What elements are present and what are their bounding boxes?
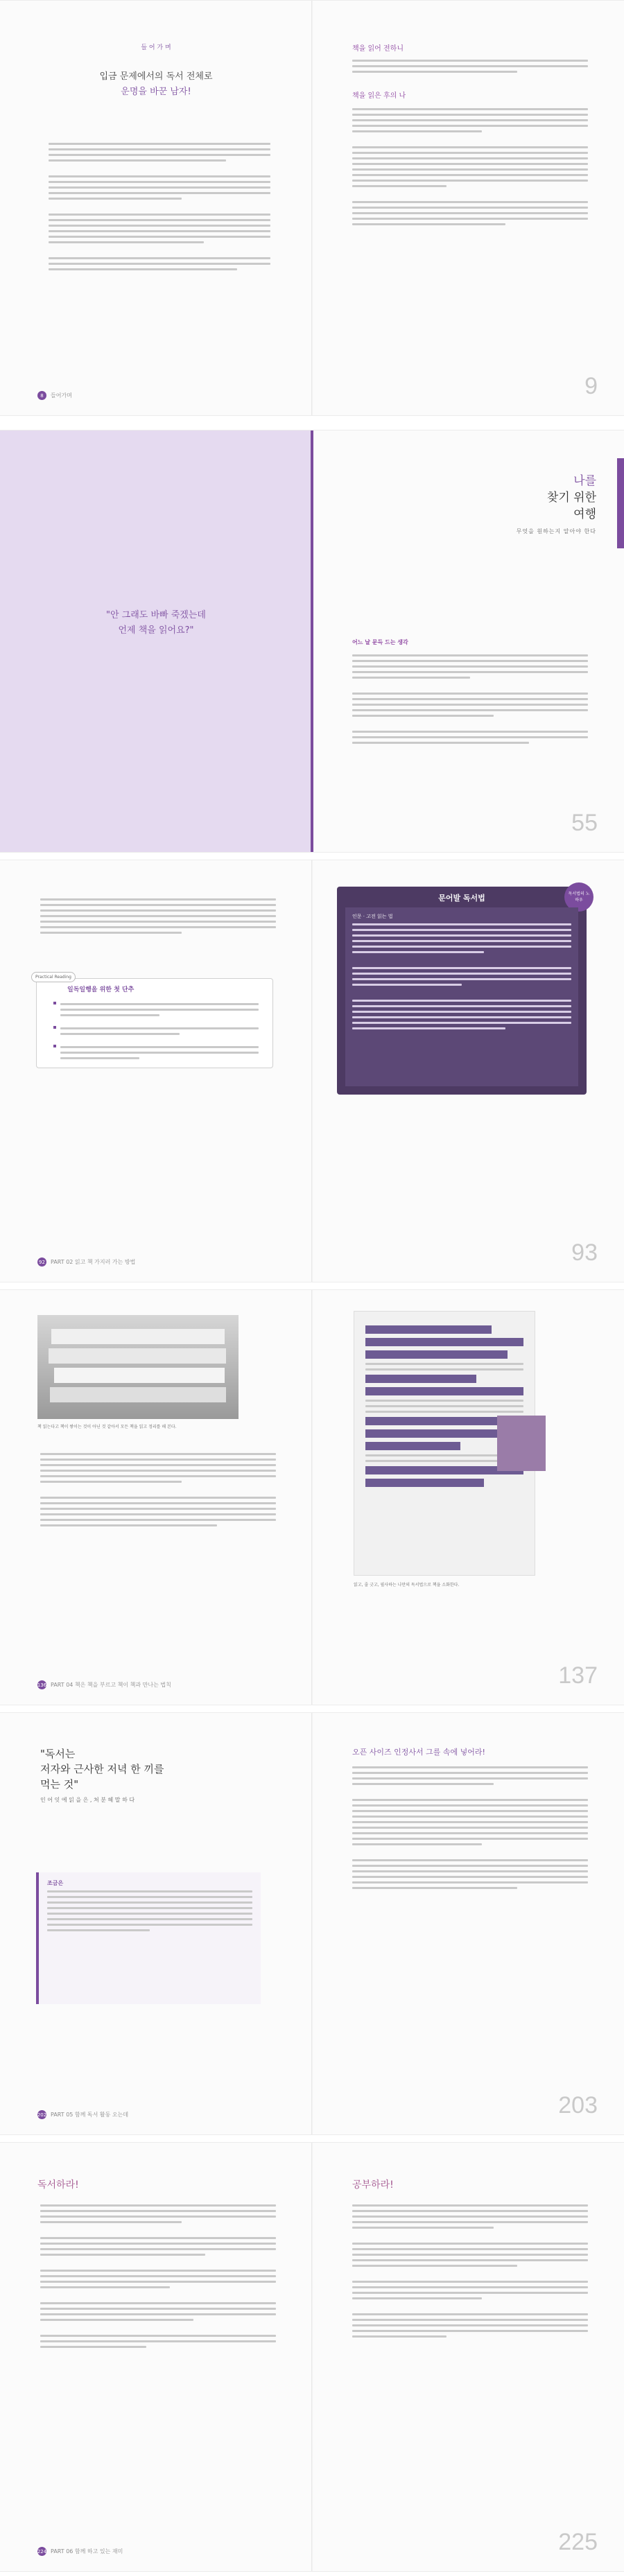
page-number-badge: 8: [37, 391, 46, 400]
practical-box: [35, 975, 273, 1068]
body-text: [352, 2201, 588, 2341]
spread-2: [0, 430, 624, 853]
spread-1: [0, 0, 624, 416]
spread-4: [0, 1289, 624, 1705]
chapter-quote-2: 저자와 근사한 저녁 한 끼를: [40, 1763, 164, 1775]
spread-6: [0, 2142, 624, 2572]
photo-caption: 읽고, 줄 긋고, 필사하는 나만의 독서법으로 책을 소화한다.: [354, 1583, 460, 1587]
page-number: 55: [571, 810, 598, 836]
book-stack-photo: [37, 1315, 239, 1419]
quote-subtitle: 인 어 잇 에 읽 을 은 , 쳐 분 헤 말 하 다: [40, 1797, 135, 1803]
page-number-badge: 202: [37, 2110, 46, 2119]
page-224: [0, 2143, 312, 2571]
body-text: [352, 651, 588, 747]
page-203: [312, 1713, 624, 2134]
footer-label: PART 04 책은 책을 부르고 책이 책과 만나는 법칙: [51, 1682, 171, 1688]
photo-caption: 책 읽는다고 책이 쌓이는 것이 아닌 것 같아서 모든 책을 읽고 정리를 해 본다.: [37, 1425, 177, 1429]
footer-label: PART 05 함께 독서 활동 오는데: [51, 2112, 129, 2118]
chapter-title-3: 여행: [573, 507, 596, 521]
page-93: [312, 860, 624, 1282]
body-text: [49, 139, 270, 274]
highlighted-page-photo: [354, 1311, 535, 1576]
box-badge: 독서법의 노하우: [564, 882, 593, 912]
page-number-badge: 224: [37, 2547, 46, 2556]
page-55: [312, 430, 624, 852]
spread-3: [0, 860, 624, 1282]
chapter-subtitle: 무엇을 원하는지 알아야 한다: [516, 528, 596, 534]
page-footer: [37, 2547, 123, 2556]
page-225: [312, 2143, 624, 2571]
page-54: [0, 430, 312, 852]
box-title: 일독일행을 위한 첫 단추: [67, 986, 135, 993]
chapter-quote: "독서는: [40, 1748, 76, 1760]
page-number: 203: [558, 2092, 598, 2118]
body-text: [352, 56, 588, 76]
section-heading: 책을 읽은 후의 나: [352, 92, 406, 100]
page-8: [0, 1, 312, 415]
section-heading: 독서하라!: [37, 2179, 79, 2191]
section-heading: 책을 읽어 전하니: [352, 45, 404, 53]
chapter-tag: 들 어 가 며: [141, 44, 171, 51]
chapter-quote-3: 먹는 것": [40, 1778, 79, 1791]
page-number: 225: [558, 2529, 598, 2555]
chapter-quote: "안 그래도 바빠 죽겠는데: [106, 610, 206, 620]
page-number: 137: [558, 1662, 598, 1689]
page-202: [0, 1713, 312, 2134]
footer-label: PART 02 읽고 책 가지러 가는 방법: [51, 1259, 136, 1265]
page-136: [0, 1290, 312, 1705]
page-number-badge: 136: [37, 1680, 46, 1689]
page-footer: [37, 1257, 135, 1267]
section-heading: 어느 날 문득 드는 생각: [352, 639, 408, 645]
page-title: 입금 문제에서의 독서 전체로: [99, 71, 213, 82]
box-label: 조금은: [47, 1880, 64, 1886]
footer-label: PART 06 함께 하고 있는 재미: [51, 2548, 123, 2555]
chapter-title-2: 찾기 위한: [546, 491, 596, 505]
page-number-badge: 92: [37, 1257, 46, 1267]
body-text: [352, 1763, 588, 1892]
page-title-2: 운명을 바꾼 남자!: [121, 87, 191, 97]
body-text: [40, 2201, 276, 2351]
body-text: [352, 105, 588, 229]
page-number: 93: [571, 1239, 598, 1266]
page-137: [312, 1290, 624, 1705]
body-text: [40, 895, 276, 937]
page-footer: [37, 2110, 128, 2119]
page-footer: [37, 1680, 171, 1689]
reading-method-box: [337, 887, 590, 1095]
sticky-note: [497, 1416, 546, 1471]
quote-box: [36, 1872, 261, 2004]
body-text: [40, 1450, 276, 1530]
page-92: [0, 860, 312, 1282]
chapter-quote-2: 언제 책을 읽어요?": [118, 625, 194, 636]
section-heading: 공부하라!: [352, 2179, 394, 2191]
page-9: [312, 1, 624, 415]
box-badge: Practical Reading: [31, 972, 76, 982]
footer-label: 들어가며: [51, 392, 72, 399]
box-title: 문어발 독서법: [438, 894, 485, 903]
page-number: 9: [584, 373, 598, 399]
box-subheading: 인문 · 고전 읽는 법: [352, 914, 393, 919]
chapter-title: 나를: [573, 474, 596, 488]
spread-5: [0, 1712, 624, 2135]
accent-strip: [617, 458, 624, 548]
section-heading: 오픈 사이즈 인정사서 그를 속에 넣어라!: [352, 1748, 485, 1757]
page-footer: [37, 391, 72, 400]
